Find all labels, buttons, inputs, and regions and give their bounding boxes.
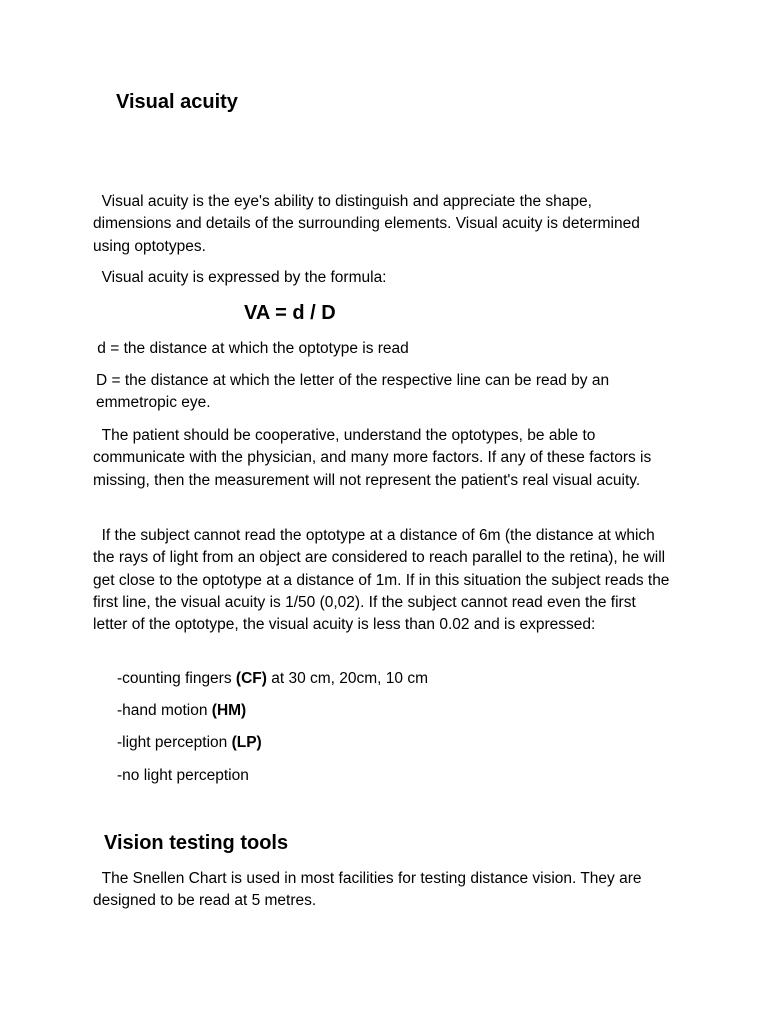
list-item-abbr: (HM) (211, 702, 247, 719)
heading-visual-acuity: Visual acuity (116, 91, 238, 113)
list-item-counting-fingers (117, 668, 428, 690)
definition-d: d = the distance at which the optotype is read (93, 340, 409, 357)
paragraph-patient: The patient should be cooperative, understand the optotypes, be able to communicate with the physician, and many more factors. If any of these factors is missing, then the measurement will not represent the patient's real visual acuity. (93, 427, 652, 489)
definition-D: D = the distance at which the letter of the respective line can be read by an emmetropic eye. (96, 372, 610, 412)
paragraph-subject: If the subject cannot read the optotype at a distance of 6m (the distance at which the rays of light from an object are considered to reach parallel to the retina), he will get close to the optotype at a distance of 1m. If in this situation the subject reads the first line, the visual acuity is 1/50 (0,02). If the subject cannot read even the first letter of the optotype, the visual acuity is less than 0.02 and is expressed: (93, 527, 670, 634)
list-item-abbr: (LP) (231, 734, 262, 751)
list-item-no-light-perception (117, 765, 249, 787)
list-item-text: -light perception (117, 734, 232, 751)
list-item-text: -counting fingers (117, 670, 236, 687)
heading-vision-testing-tools: Vision testing tools (104, 832, 289, 854)
paragraph-intro: Visual acuity is the eye's ability to distinguish and appreciate the shape, dimensions and details of the surrounding elements. Visual acuity is determined using optotypes. (93, 193, 640, 255)
list-item-light-perception (117, 732, 262, 754)
list-item-abbr: (CF) (235, 670, 267, 687)
paragraph-snellen: The Snellen Chart is used in most facilities for testing distance vision. They are designed to be read at 5 metres. (93, 870, 642, 910)
list-item-text: -no light perception (117, 767, 249, 784)
list-item-hand-motion (117, 700, 246, 722)
list-item-text: at 30 cm, 20cm, 10 cm (266, 670, 428, 687)
formula: VA = d / D (244, 302, 336, 324)
list-item-text: -hand motion (117, 702, 212, 719)
paragraph-formula-intro: Visual acuity is expressed by the formula: (93, 269, 387, 286)
